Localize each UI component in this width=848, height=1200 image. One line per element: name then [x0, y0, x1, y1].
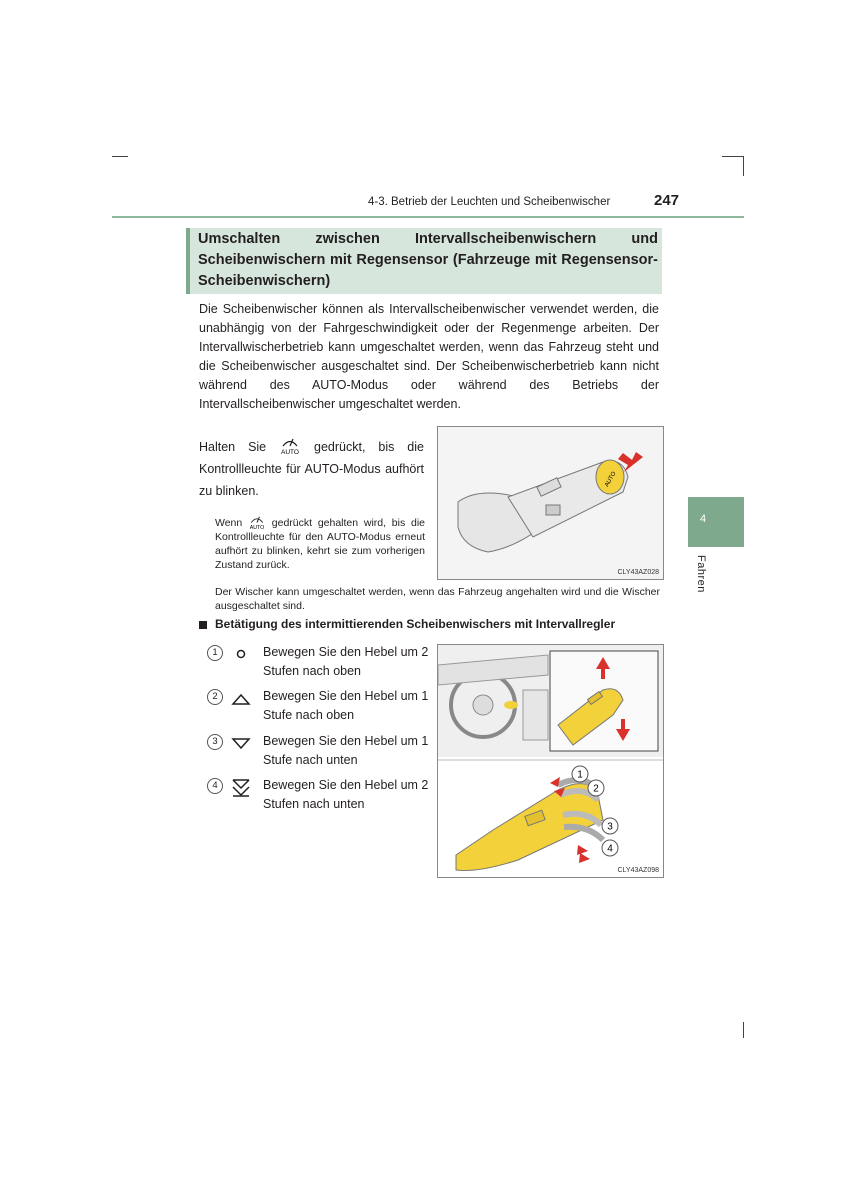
step-text: Bewegen Sie den Hebel um 2 Stufen nach unten	[263, 778, 429, 811]
callout-number: 4	[607, 843, 613, 855]
note-paragraph-2: Der Wischer kann umgeschaltet werden, wenn das Fahrzeug angehalten wird und die Wischer ausgeschaltet sind.	[215, 586, 660, 612]
chapter-tab	[688, 497, 744, 547]
triangle-down-icon	[231, 734, 251, 754]
step-text: Bewegen Sie den Hebel um 2 Stufen nach oben	[263, 645, 429, 678]
header-rule	[112, 216, 744, 218]
step-text: Bewegen Sie den Hebel um 1 Stufe nach unten	[263, 734, 429, 767]
bullet-square-icon	[199, 621, 207, 629]
hold-instruction	[199, 436, 424, 502]
hold-after: gedrückt, bis die Kontrollleuchte für AUTO-Modus aufhört zu blinken.	[199, 440, 424, 498]
crop-mark	[112, 156, 128, 157]
subsection-title: Betätigung des intermittierenden Scheibenwischers mit Intervallregler	[215, 617, 616, 631]
step-text: Bewegen Sie den Hebel um 1 Stufe nach oben	[263, 689, 429, 722]
intro-paragraph: Die Scheibenwischer können als Intervallscheibenwischer verwendet werden, die unabhängig von der Fahrgeschwindigkeit oder der Regenmenge arbeiten. Der Intervallwischerbetrieb kann umgeschaltet werden, wenn das Fahrzeug steht und die Scheibenwischer ausgeschaltet sind. Der Scheibenwischerbetrieb kann nicht während des AUTO-Modus oder während des Betriebs der Intervallscheibenwischer umgeschaltet werden.	[199, 302, 659, 411]
section-title: Umschalten zwischen Intervallscheibenwischern und Scheibenwischern mit Regensensor (Fahrzeuge mit Regensensor-Scheibenwischern)	[198, 231, 658, 289]
step-number: 2	[207, 689, 223, 705]
crop-mark	[743, 1022, 744, 1038]
lever-illustration	[438, 645, 663, 877]
chapter-number: 4	[700, 513, 707, 525]
lever-illustration	[438, 427, 663, 579]
chapter-label: Fahren	[695, 555, 707, 593]
step-item	[207, 689, 437, 729]
figure1-code: CLY43AZ028	[617, 569, 659, 576]
figure-intermittent-lever	[437, 644, 664, 878]
step-number: 4	[207, 778, 223, 794]
step-number: 1	[207, 645, 223, 661]
circle-icon	[231, 645, 251, 665]
step-item	[207, 645, 437, 685]
note1-after: gedrückt gehalten wird, bis die Kontrollleuchte für den AUTO-Modus erneut aufhört zu blinken, kehrt sie zum vorherigen Zustand zurück.	[215, 517, 425, 571]
step-number: 3	[207, 734, 223, 750]
auto-icon-label: AUTO	[281, 449, 300, 455]
callout-number: 2	[593, 783, 599, 795]
figure2-code: CLY43AZ098	[617, 867, 659, 874]
hold-before: Halten Sie	[199, 440, 267, 454]
crop-mark	[722, 156, 744, 157]
figure-auto-button	[437, 426, 664, 580]
figure1-button-label: AUTO	[604, 470, 618, 489]
crop-mark	[743, 156, 744, 176]
page-number: 247	[654, 192, 680, 209]
callout-number: 1	[577, 769, 583, 781]
auto-wiper-icon	[248, 515, 266, 530]
auto-wiper-icon	[279, 437, 301, 455]
running-header: 4-3. Betrieb der Leuchten und Scheibenwischer	[368, 196, 611, 208]
triangle-up-icon	[231, 689, 251, 709]
step-item	[207, 734, 437, 774]
step-item	[207, 778, 437, 818]
callout-number: 3	[607, 821, 613, 833]
note1-before: Wenn	[215, 517, 243, 529]
double-triangle-down-icon	[231, 778, 251, 798]
auto-icon-label: AUTO	[249, 525, 265, 530]
arrow-icon	[579, 853, 590, 863]
arrow-icon	[577, 845, 588, 855]
note-paragraph-1	[215, 515, 425, 572]
